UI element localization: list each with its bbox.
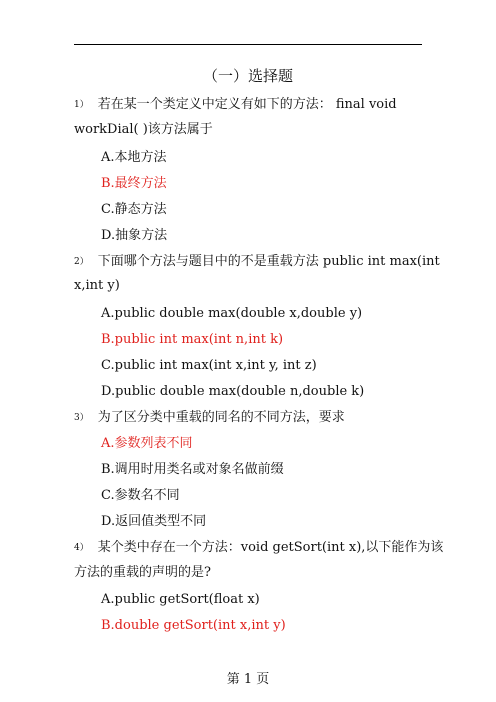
question-2-option-c: C.public int max(int x,int y, int z) (101, 358, 317, 373)
page-footer: 第 1 页 (226, 672, 270, 687)
question-3-option-d: D.返回值类型不同 (101, 514, 207, 529)
question-text: 某个类中存在一个方法：void getSort(int x),以下能作为该 (97, 540, 444, 555)
question-1-option-b: B.最终方法 (101, 176, 167, 191)
question-1-line-2: workDial( )该方法属于 (74, 122, 213, 137)
question-number: 4） (74, 543, 89, 553)
question-number: 3） (74, 413, 89, 423)
question-3-option-c: C.参数名不同 (101, 488, 180, 503)
question-number: 2） (74, 257, 89, 267)
question-4-line-2: 方法的重载的声明的是? (74, 565, 211, 580)
question-text: 下面哪个方法与题目中的不是重载方法 public int max(int (97, 254, 440, 269)
question-2-option-b: B.public int max(int n,int k) (101, 332, 284, 347)
question-number: 1） (74, 100, 89, 110)
section-title: （一）选择题 (202, 67, 293, 85)
question-2-option-a: A.public double max(double x,double y) (101, 306, 363, 321)
question-4-line-1 (74, 540, 443, 556)
question-4-option-a: A.public getSort(float x) (101, 592, 260, 607)
question-3-option-b: B.调用时用类名或对象名做前缀 (101, 462, 284, 477)
question-2-option-d: D.public double max(double n,double k) (101, 384, 365, 399)
question-text: 为了区分类中重载的同名的不同方法，要求 (97, 410, 345, 425)
header-rule (74, 44, 422, 45)
question-2-line-2: x,int y) (74, 278, 120, 293)
question-4-option-b: B.double getSort(int x,int y) (101, 618, 286, 633)
question-3-line-1 (74, 410, 345, 426)
question-2-line-1 (74, 254, 440, 270)
question-3-option-a: A.参数列表不同 (101, 436, 193, 451)
question-1-option-d: D.抽象方法 (101, 228, 168, 243)
question-1-option-c: C.静态方法 (101, 202, 167, 217)
question-1-line-1 (74, 97, 397, 113)
question-text: 若在某一个类定义中定义有如下的方法： final void (97, 97, 397, 112)
question-1-option-a: A.本地方法 (101, 150, 167, 165)
